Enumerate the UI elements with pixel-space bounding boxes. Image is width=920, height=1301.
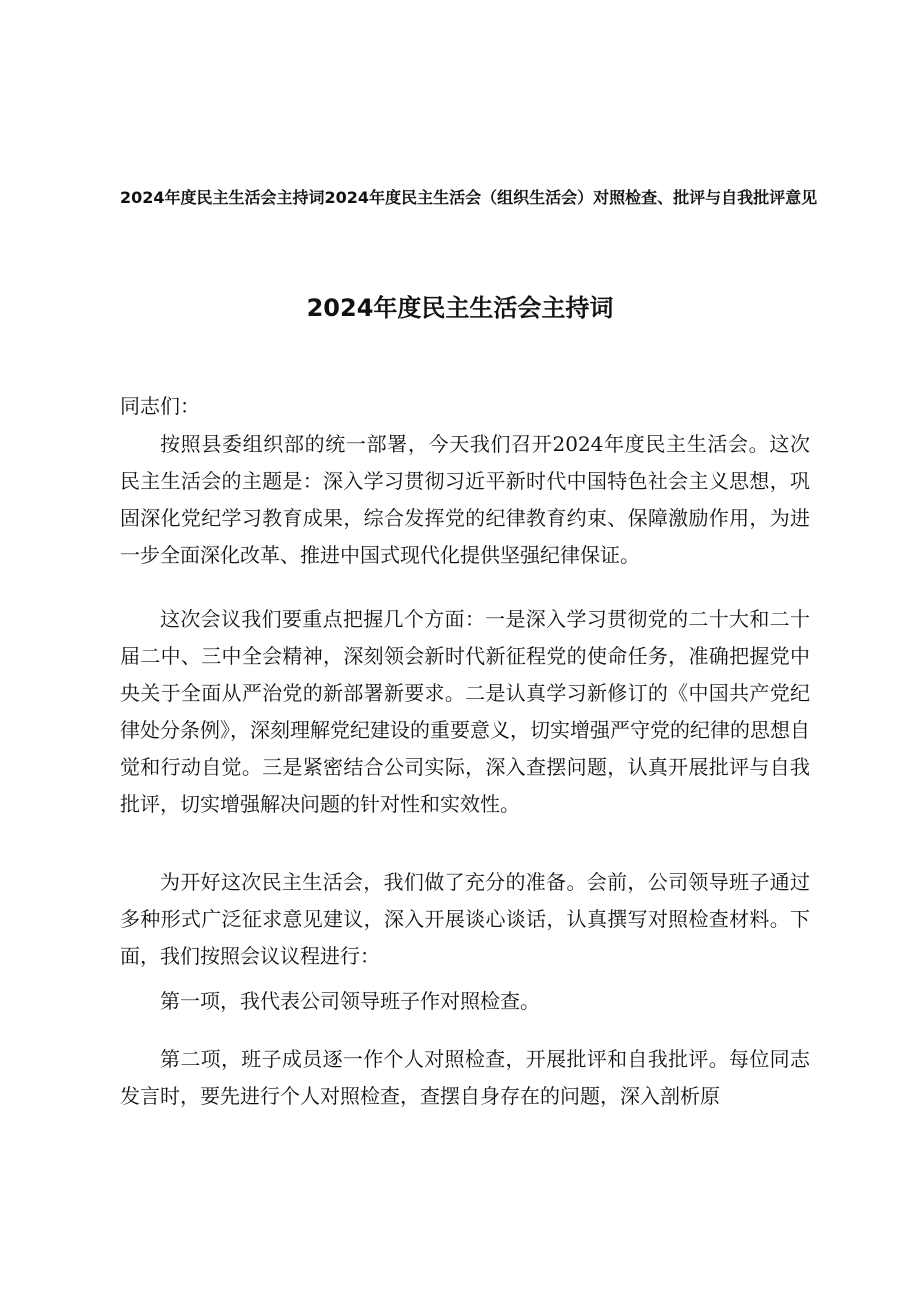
paragraph-4: 第一项，我代表公司领导班子作对照检查。: [160, 989, 540, 1013]
paragraph-3: 为开好这次民主生活会，我们做了充分的准备。会前，公司领导班子通过多种形式广泛征求意见建议，深入开展谈心谈话，认真撰写对照检查材料。下面，我们按照会议议程进行：: [120, 870, 810, 968]
document-header-title: 2024年度民主生活会主持词2024年度民主生活会（组织生活会）对照检查、批评与自我批评意见: [120, 188, 818, 207]
paragraph-2: 这次会议我们要重点把握几个方面：一是深入学习贯彻党的二十大和二十届二中、三中全会精神，深刻领会新时代新征程党的使命任务，准确把握党中央关于全面从严治党的新部署新要求。二是认真学习新修订的《中国共产党纪律处分条例》，深刻理解党纪建设的重要意义，切实增强严守党的纪律的思想自觉和行动自觉。三是紧密结合公司实际，深入查摆问题，认真开展批评与自我批评，切实增强解决问题的针对性和实效性。: [120, 607, 810, 816]
greeting-line: 同志们：: [120, 394, 200, 418]
document-main-title: 2024年度民主生活会主持词: [306, 294, 614, 322]
paragraph-1: 按照县委组织部的统一部署，今天我们召开2024年度民主生活会。这次民主生活会的主题是：深入学习贯彻习近平新时代中国特色社会主义思想，巩固深化党纪学习教育成果，综合发挥党的纪律教育约束、保障激励作用，为进一步全面深化改革、推进中国式现代化提供坚强纪律保证。: [120, 432, 810, 567]
paragraph-5: 第二项，班子成员逐一作个人对照检查，开展批评和自我批评。每位同志发言时，要先进行个人对照检查，查摆自身存在的问题，深入剖析原: [120, 1047, 810, 1108]
